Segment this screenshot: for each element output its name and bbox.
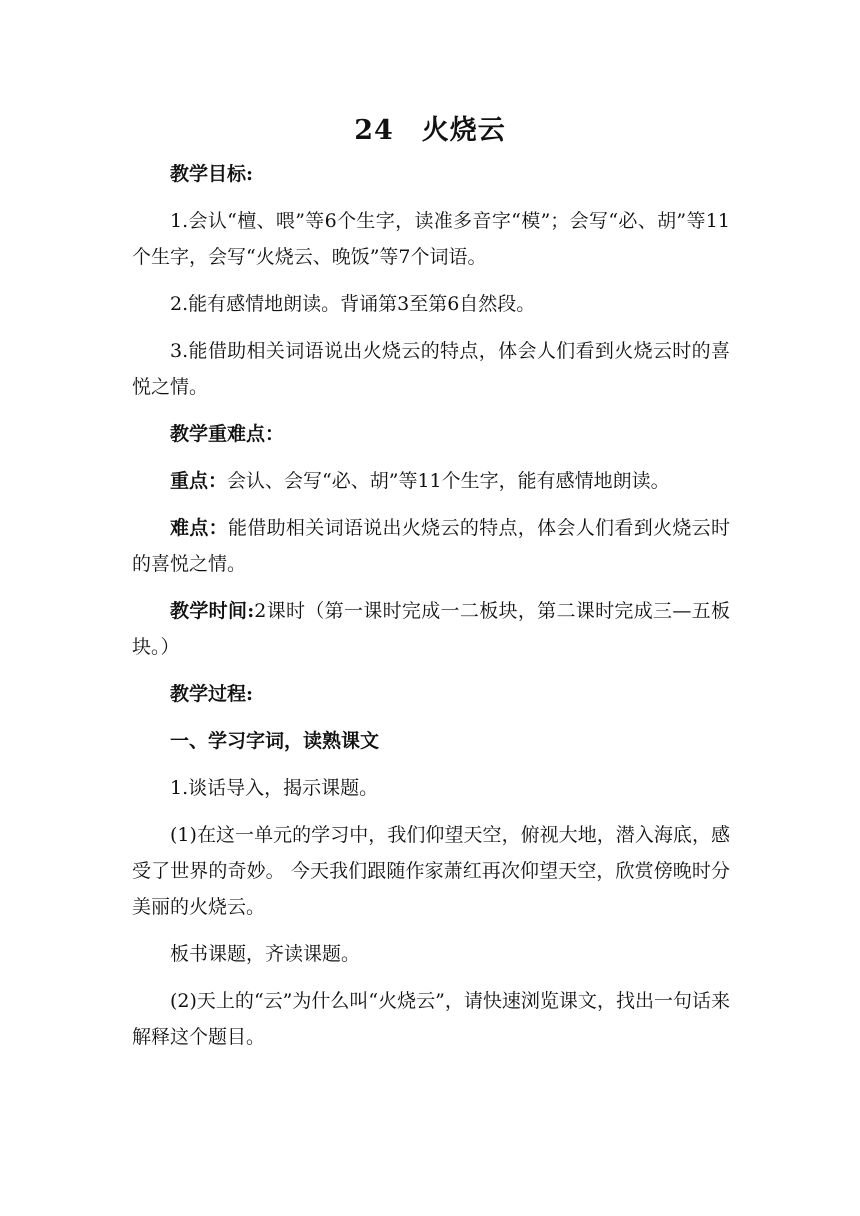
step-1-part-1: (1)在这一单元的学习中，我们仰望天空，俯视大地，潜入海底，感受了世界的奇妙。 今天我们跟随作家萧红再次仰望天空，欣赏傍晚时分美丽的火烧云。 (132, 824, 730, 918)
key-difficulty-heading: 教学重难点： (170, 423, 285, 445)
document-body (132, 156, 730, 1066)
step-1-part-3: (2)天上的“云”为什么叫“火烧云”，请快速浏览课文，找出一句话来解释这个题目。 (132, 990, 730, 1048)
lesson-title: 火烧云 (421, 115, 506, 146)
teaching-time (132, 593, 730, 665)
step-1-part-2: 板书课题，齐读课题。 (170, 943, 361, 965)
difficult-point-label: 难点： (170, 517, 228, 539)
difficult-point-text: 能借助相关词语说出火烧云的特点，体会人们看到火烧云时的喜悦之情。 (132, 517, 730, 575)
goal-item-1: 1.会认“檀、喂”等6个生字，读准多音字“模”；会写“必、胡”等11个生字，会写“火烧云、晚饭”等7个词语。 (132, 210, 730, 268)
difficult-point (132, 510, 730, 582)
lesson-number: 24 (354, 115, 394, 146)
step-1: 1.谈话导入，揭示课题。 (170, 777, 379, 799)
process-heading: 教学过程: (170, 683, 254, 705)
teaching-time-text: 2课时（第一课时完成一二板块，第二课时完成三—五板块。） (132, 600, 731, 658)
goal-item-3: 3.能借助相关词语说出火烧云的特点，体会人们看到火烧云时的喜悦之情。 (132, 340, 730, 398)
key-point (132, 463, 730, 499)
section-heading-1: 一、学习字词，读熟课文 (170, 730, 380, 752)
goal-heading: 教学目标: (170, 163, 254, 185)
goal-item-2: 2.能有感情地朗读。背诵第3至第6自然段。 (170, 293, 536, 315)
key-point-label: 重点： (170, 470, 228, 492)
document-title (0, 108, 860, 147)
key-point-text: 会认、会写“必、胡”等11个生字，能有感情地朗读。 (227, 470, 670, 492)
teaching-time-label: 教学时间: (170, 600, 255, 622)
